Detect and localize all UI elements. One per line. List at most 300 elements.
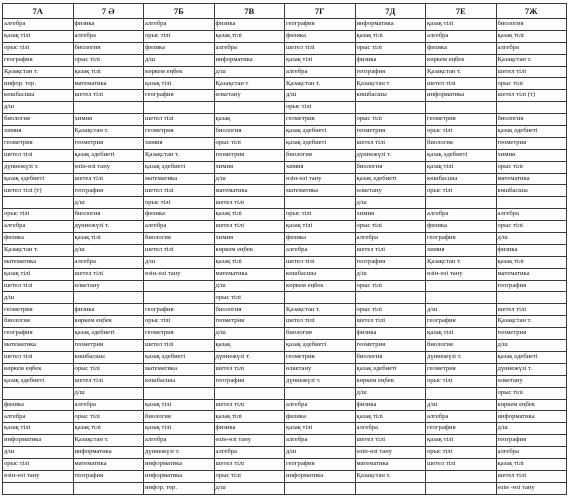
header-7g: 7Г <box>285 4 356 19</box>
lesson-cell: шетел тілі <box>426 458 497 470</box>
lesson-cell: көшбасшы <box>3 90 74 102</box>
lesson-cell: Қазақстан т. <box>73 126 144 138</box>
lesson-cell: орыс тілі <box>73 411 144 423</box>
lesson-cell <box>496 102 567 114</box>
lesson-cell: орыс тілі <box>496 221 567 233</box>
lesson-cell: информатика <box>73 447 144 459</box>
lesson-cell: география <box>496 280 567 292</box>
lesson-cell: көркем еңбек <box>426 54 497 66</box>
lesson-cell: қазақ әдебиеті <box>355 363 426 375</box>
lesson-cell: алгебра <box>214 447 285 459</box>
lesson-row <box>3 114 567 126</box>
lesson-cell: өзін-өзі тану <box>355 447 426 459</box>
lesson-cell: д/ш <box>73 244 144 256</box>
lesson-cell: Қазақстан т. <box>355 470 426 482</box>
lesson-cell: қазақ тілі <box>144 399 215 411</box>
lesson-cell: Қазақстан т. <box>3 66 74 78</box>
lesson-cell: шетел тілі <box>73 90 144 102</box>
lesson-cell: д/ш <box>214 173 285 185</box>
lesson-cell: шетел тілі <box>3 280 74 292</box>
lesson-cell: шетел тілі <box>355 244 426 256</box>
lesson-cell: математика <box>214 185 285 197</box>
lesson-cell: орыс тілі <box>214 292 285 304</box>
lesson-cell: геометрия <box>426 363 497 375</box>
lesson-row <box>3 102 567 114</box>
lesson-cell: химия <box>355 209 426 221</box>
lesson-row <box>3 447 567 459</box>
lesson-cell: геометрия <box>73 137 144 149</box>
lesson-cell: көшбасшы <box>426 173 497 185</box>
lesson-row <box>3 185 567 197</box>
lesson-cell: шетел тілі <box>144 244 215 256</box>
lesson-cell <box>3 387 74 399</box>
lesson-cell: математика <box>496 173 567 185</box>
lesson-row <box>3 458 567 470</box>
lesson-cell: өлкетану <box>73 280 144 292</box>
lesson-cell: шетел тілі <box>73 268 144 280</box>
lesson-cell <box>3 197 74 209</box>
lesson-row <box>3 221 567 233</box>
lesson-cell: алгебра <box>426 30 497 42</box>
lesson-cell: химия <box>426 244 497 256</box>
lesson-cell: алгебра <box>3 19 74 31</box>
lesson-cell: шетел тілі <box>214 197 285 209</box>
lesson-cell: информатика <box>144 458 215 470</box>
lesson-cell: физика <box>355 328 426 340</box>
lesson-cell <box>426 387 497 399</box>
lesson-row <box>3 387 567 399</box>
lesson-cell <box>144 102 215 114</box>
lesson-cell: қазақ әдебиеті <box>285 126 356 138</box>
lesson-cell: д/ш <box>214 66 285 78</box>
lesson-cell: д/ш <box>285 447 356 459</box>
lesson-cell: шетел тілі (т) <box>496 90 567 102</box>
lesson-cell <box>285 387 356 399</box>
lesson-cell <box>426 470 497 482</box>
lesson-cell: орыс тілі <box>355 114 426 126</box>
lesson-row <box>3 173 567 185</box>
lesson-cell: қазақ тілі <box>3 423 74 435</box>
lesson-cell: информатика <box>496 411 567 423</box>
lesson-cell: қазақ <box>214 114 285 126</box>
schedule-body <box>3 19 567 495</box>
lesson-cell: география <box>144 304 215 316</box>
lesson-cell: д/ш <box>355 387 426 399</box>
lesson-row <box>3 137 567 149</box>
lesson-cell: Қазақстан т. <box>3 244 74 256</box>
lesson-cell: физика <box>214 423 285 435</box>
lesson-cell: алгебра <box>285 244 356 256</box>
lesson-cell: алгебра <box>496 209 567 221</box>
lesson-cell: алгебра <box>214 42 285 54</box>
lesson-cell: д/ш <box>496 233 567 245</box>
lesson-cell: орыс тілі <box>426 375 497 387</box>
lesson-cell: физика <box>285 30 356 42</box>
lesson-cell: д/ш <box>214 280 285 292</box>
lesson-cell: алгебра <box>355 423 426 435</box>
lesson-cell: қазақ тілі <box>496 256 567 268</box>
lesson-cell: биология <box>426 137 497 149</box>
lesson-cell: химия <box>214 233 285 245</box>
lesson-cell: қазақ <box>214 340 285 352</box>
lesson-cell: өзін-өзі тану <box>285 173 356 185</box>
lesson-cell: дүниежүзі т. <box>73 221 144 233</box>
lesson-cell: орыс тілі <box>3 458 74 470</box>
lesson-cell <box>426 292 497 304</box>
lesson-cell: көшбасшы <box>355 90 426 102</box>
lesson-cell: алгебра <box>144 19 215 31</box>
lesson-cell: шетел тілі <box>496 470 567 482</box>
lesson-cell: шетел тілі <box>355 435 426 447</box>
lesson-cell: инфор. тер. <box>144 482 215 494</box>
lesson-cell: қазақ әдебиеті <box>3 173 74 185</box>
lesson-cell: Қазақстан т. <box>73 435 144 447</box>
lesson-cell: география <box>426 233 497 245</box>
lesson-cell: алгебра <box>73 399 144 411</box>
lesson-cell: көркем еңбек <box>355 375 426 387</box>
lesson-row <box>3 161 567 173</box>
lesson-cell: биология <box>496 114 567 126</box>
lesson-cell: физика <box>426 42 497 54</box>
lesson-cell: химия <box>3 126 74 138</box>
lesson-row <box>3 54 567 66</box>
lesson-cell: геометрия <box>214 149 285 161</box>
lesson-cell: қазақ тілі <box>73 423 144 435</box>
lesson-cell: орыс тілі <box>3 42 74 54</box>
lesson-cell: математика <box>355 458 426 470</box>
lesson-cell: геометрия <box>3 137 74 149</box>
lesson-cell <box>144 387 215 399</box>
lesson-cell: физика <box>285 233 356 245</box>
lesson-cell: биология <box>285 149 356 161</box>
lesson-cell: шетел тілі <box>496 66 567 78</box>
lesson-cell: қазақ тілі <box>285 423 356 435</box>
lesson-cell: шетел тілі (т) <box>3 185 74 197</box>
lesson-cell: дүниежүзі т. <box>214 351 285 363</box>
lesson-cell: д/ш <box>214 328 285 340</box>
lesson-cell: орыс тілі <box>426 447 497 459</box>
lesson-cell: алгебра <box>144 221 215 233</box>
lesson-cell: шетел тілі <box>3 149 74 161</box>
header-7d: 7Д <box>355 4 426 19</box>
lesson-cell: биология <box>355 161 426 173</box>
header-7ae: 7 Ә <box>73 4 144 19</box>
lesson-cell: д/ш <box>3 447 74 459</box>
lesson-cell: қазақ әдебиеті <box>73 328 144 340</box>
lesson-cell: география <box>355 256 426 268</box>
lesson-cell: алгебра <box>285 435 356 447</box>
lesson-cell: қазақ тілі <box>285 221 356 233</box>
lesson-cell <box>496 197 567 209</box>
lesson-cell: орыс тілі <box>214 470 285 482</box>
lesson-cell: математика <box>496 268 567 280</box>
lesson-cell: геометрия <box>214 316 285 328</box>
lesson-row <box>3 233 567 245</box>
lesson-cell: геометрия <box>285 114 356 126</box>
lesson-cell: математика <box>73 458 144 470</box>
lesson-cell: д/ш <box>73 197 144 209</box>
lesson-cell: қазақ тілі <box>355 30 426 42</box>
lesson-cell: шетел тілі <box>355 137 426 149</box>
lesson-cell <box>214 387 285 399</box>
lesson-cell: геометрия <box>496 328 567 340</box>
lesson-cell: шетел тілі <box>285 316 356 328</box>
lesson-cell: орыс тілі <box>73 54 144 66</box>
lesson-cell: инфор. тер. <box>3 78 74 90</box>
lesson-cell: қазақ тілі <box>496 30 567 42</box>
lesson-cell: орыс тілі <box>144 30 215 42</box>
lesson-cell: информатика <box>144 470 215 482</box>
lesson-cell: шетел тілі <box>144 185 215 197</box>
lesson-row <box>3 30 567 42</box>
lesson-cell: шетел тілі <box>214 363 285 375</box>
lesson-cell: қазақ тілі <box>73 233 144 245</box>
lesson-cell: өлкетану <box>285 363 356 375</box>
lesson-cell: шетел тілі <box>355 316 426 328</box>
lesson-row <box>3 328 567 340</box>
lesson-cell <box>355 102 426 114</box>
header-7b: 7Б <box>144 4 215 19</box>
lesson-cell: өзін-өзі тану <box>426 268 497 280</box>
lesson-cell <box>73 102 144 114</box>
lesson-cell: орыс тілі <box>426 126 497 138</box>
lesson-cell: химия <box>285 161 356 173</box>
lesson-cell: орыс тілі <box>355 42 426 54</box>
lesson-cell: шетел тілі <box>144 340 215 352</box>
lesson-row <box>3 482 567 494</box>
lesson-cell: география <box>73 185 144 197</box>
lesson-cell: орыс тілі <box>355 304 426 316</box>
lesson-row <box>3 19 567 31</box>
lesson-cell: көркем еңбек <box>3 363 74 375</box>
lesson-cell: орыс тілі <box>496 161 567 173</box>
lesson-cell: қазақ тілі <box>285 54 356 66</box>
lesson-cell: алгебра <box>3 411 74 423</box>
lesson-cell: көшбасшы <box>144 375 215 387</box>
lesson-row <box>3 149 567 161</box>
lesson-cell <box>214 102 285 114</box>
lesson-cell <box>426 280 497 292</box>
lesson-cell: география <box>426 316 497 328</box>
lesson-cell <box>285 482 356 494</box>
lesson-row <box>3 375 567 387</box>
lesson-cell: қазақ әдебиеті <box>285 340 356 352</box>
lesson-cell: д/ш <box>214 482 285 494</box>
lesson-cell: шетел тілі <box>496 304 567 316</box>
lesson-row <box>3 399 567 411</box>
lesson-cell: д/ш <box>426 304 497 316</box>
lesson-cell: дүниежүзі т. <box>426 351 497 363</box>
lesson-cell: шетел тілі <box>73 173 144 185</box>
lesson-cell: геометрия <box>426 114 497 126</box>
lesson-cell: көркем еңбек <box>496 399 567 411</box>
lesson-cell: орыс тілі <box>73 363 144 375</box>
lesson-cell: география <box>426 423 497 435</box>
lesson-cell: дүниежүзі т. <box>3 161 74 173</box>
lesson-cell: биология <box>496 19 567 31</box>
lesson-cell <box>3 482 74 494</box>
lesson-row <box>3 244 567 256</box>
lesson-cell: қазақ әдебиеті <box>144 351 215 363</box>
lesson-cell: физика <box>355 54 426 66</box>
lesson-cell: математика <box>3 256 74 268</box>
lesson-row <box>3 351 567 363</box>
header-7v: 7В <box>214 4 285 19</box>
lesson-cell: қазақ тілі <box>214 256 285 268</box>
lesson-cell: химия <box>73 114 144 126</box>
lesson-cell: физика <box>3 399 74 411</box>
lesson-cell: география <box>73 470 144 482</box>
lesson-cell: физика <box>285 411 356 423</box>
lesson-cell: биология <box>426 340 497 352</box>
lesson-cell: қазақ тілі <box>426 435 497 447</box>
lesson-cell: биология <box>3 316 74 328</box>
lesson-cell: геометрия <box>144 328 215 340</box>
lesson-cell: қазақ тілі <box>144 78 215 90</box>
lesson-cell: геометрия <box>496 137 567 149</box>
lesson-cell: дүниежүзі т. <box>144 447 215 459</box>
lesson-cell: орыс тілі <box>3 209 74 221</box>
lesson-cell: физика <box>355 399 426 411</box>
lesson-cell: информатика <box>355 19 426 31</box>
lesson-cell: география <box>144 90 215 102</box>
lesson-cell: орыс тілі <box>285 102 356 114</box>
lesson-cell <box>285 197 356 209</box>
lesson-cell <box>144 292 215 304</box>
lesson-cell: қазақ әдебиеті <box>73 149 144 161</box>
lesson-cell: орыс тілі <box>355 221 426 233</box>
lesson-cell: шетел тілі <box>73 375 144 387</box>
lesson-cell: алгебра <box>355 233 426 245</box>
lesson-cell <box>144 280 215 292</box>
lesson-cell: д/ш <box>3 102 74 114</box>
lesson-cell: өзін-өзі тану <box>73 161 144 173</box>
lesson-cell: алгебра <box>285 66 356 78</box>
schedule-table <box>2 3 567 495</box>
lesson-cell: информатика <box>426 90 497 102</box>
lesson-cell: көркем еңбек <box>144 66 215 78</box>
lesson-row <box>3 411 567 423</box>
lesson-cell: физика <box>144 42 215 54</box>
lesson-cell: қазақ әдебиеті <box>496 351 567 363</box>
lesson-cell: биология <box>144 411 215 423</box>
lesson-row <box>3 280 567 292</box>
lesson-cell: орыс тілі <box>355 280 426 292</box>
lesson-cell: өзін-өзі тану <box>214 435 285 447</box>
lesson-row <box>3 256 567 268</box>
lesson-row <box>3 340 567 352</box>
lesson-cell: география <box>214 375 285 387</box>
lesson-cell: көшбасшы <box>285 268 356 280</box>
lesson-cell <box>426 482 497 494</box>
lesson-cell: физика <box>3 233 74 245</box>
lesson-cell: информатика <box>214 54 285 66</box>
lesson-cell: математика <box>214 268 285 280</box>
lesson-cell: Қазақстан т. <box>496 316 567 328</box>
lesson-cell: алгебра <box>144 435 215 447</box>
lesson-cell: д/ш <box>144 256 215 268</box>
lesson-cell <box>426 197 497 209</box>
lesson-cell: қазақ тілі <box>426 161 497 173</box>
lesson-cell: орыс тілі <box>426 185 497 197</box>
lesson-row <box>3 126 567 138</box>
lesson-cell: Қазақстан т. <box>144 149 215 161</box>
header-row <box>3 4 567 19</box>
lesson-cell: қазақ тілі <box>214 411 285 423</box>
lesson-cell: химия <box>496 149 567 161</box>
lesson-cell: география <box>3 54 74 66</box>
lesson-cell: қазақ әдебиеті <box>355 173 426 185</box>
lesson-cell: математика <box>73 78 144 90</box>
lesson-cell: қазақ тілі <box>214 30 285 42</box>
lesson-cell: шетел тілі <box>214 221 285 233</box>
lesson-cell: геометрия <box>73 340 144 352</box>
lesson-cell: Қазақстан т <box>355 78 426 90</box>
lesson-cell: көркем еңбек <box>214 244 285 256</box>
lesson-cell: геометрия <box>355 340 426 352</box>
lesson-cell: өлкетану <box>355 185 426 197</box>
lesson-cell: биология <box>73 209 144 221</box>
lesson-cell: д/ш <box>3 292 74 304</box>
lesson-cell: орыс тілі <box>496 387 567 399</box>
lesson-cell: математика <box>144 173 215 185</box>
lesson-cell: физика <box>73 19 144 31</box>
lesson-cell: қазақ тілі <box>214 209 285 221</box>
lesson-cell: алгебра <box>285 399 356 411</box>
lesson-cell: қазақ тілі <box>144 423 215 435</box>
lesson-cell: геометрия <box>285 351 356 363</box>
lesson-cell <box>355 292 426 304</box>
lesson-row <box>3 268 567 280</box>
lesson-row <box>3 42 567 54</box>
lesson-cell: география <box>355 66 426 78</box>
lesson-row <box>3 470 567 482</box>
lesson-cell: қазақ тілі <box>3 268 74 280</box>
lesson-cell: физика <box>73 304 144 316</box>
lesson-cell: қазақ әдебиеті <box>496 126 567 138</box>
lesson-cell: көшбасшы <box>73 351 144 363</box>
lesson-row <box>3 292 567 304</box>
lesson-cell: өзін-өзі тану <box>3 470 74 482</box>
lesson-row <box>3 66 567 78</box>
lesson-cell: д/ш <box>496 423 567 435</box>
lesson-row <box>3 435 567 447</box>
lesson-cell: физика <box>144 209 215 221</box>
lesson-cell <box>426 102 497 114</box>
lesson-cell: орыс тілі <box>214 137 285 149</box>
lesson-cell: биология <box>144 233 215 245</box>
lesson-cell <box>355 482 426 494</box>
lesson-cell: өзін-өзі тану <box>144 268 215 280</box>
lesson-cell: биология <box>355 351 426 363</box>
lesson-cell: орыс тілі <box>496 78 567 90</box>
lesson-cell: Қазақстан т <box>214 78 285 90</box>
lesson-cell: Қазақстан т. <box>285 304 356 316</box>
lesson-cell: шетел тілі <box>3 351 74 363</box>
header-7zh: 7Ж <box>496 4 567 19</box>
lesson-row <box>3 90 567 102</box>
lesson-cell: информатика <box>285 470 356 482</box>
lesson-cell: биология <box>214 304 285 316</box>
lesson-cell: шетел тілі <box>214 458 285 470</box>
lesson-cell: алгебра <box>496 42 567 54</box>
lesson-cell: информатика <box>3 435 74 447</box>
lesson-cell <box>285 292 356 304</box>
lesson-cell: математика <box>144 363 215 375</box>
lesson-cell: шетел тілі <box>144 114 215 126</box>
lesson-cell: биология <box>73 42 144 54</box>
lesson-cell: қазақ тілі <box>73 66 144 78</box>
